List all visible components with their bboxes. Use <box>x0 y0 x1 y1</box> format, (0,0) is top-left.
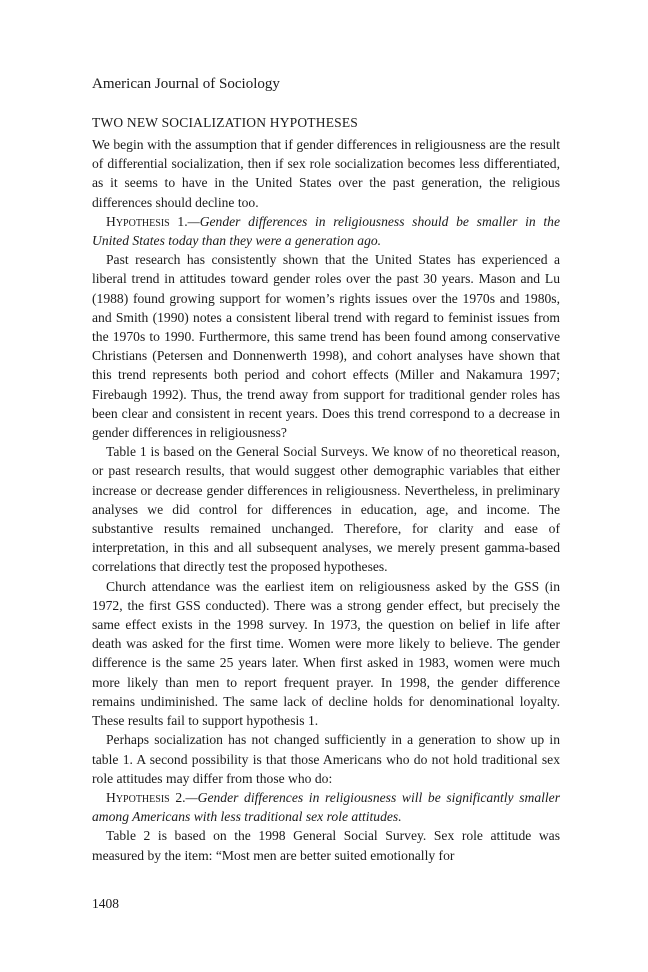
hypothesis-2-text: —Gender differences in religiousness will be significantly smaller among Americans with less traditional sex role attitudes. <box>92 789 560 825</box>
paragraph-5: Perhaps socialization has not changed sufficiently in a generation to show up in table 1. A second possibility is that those Americans who do not hold traditional sex role attitudes may differ from those who do: <box>92 732 560 786</box>
hypothesis-1-label: Hypothesis 1. <box>106 213 188 229</box>
paragraph-4: Church attendance was the earliest item on religiousness asked by the GSS (in 1972, the first GSS conducted). There was a strong gender effect, but precisely the same effect exists in the 1998 survey. In 1973, the question on belief in life after death was asked for the first time. Women were more likely to believe. The gender difference is the same 25 years later. When first asked in 1983, women were much more likely than men to report frequent prayer. In 1998, the gender difference remains undiminished. The same lack of decline holds for denominational loyalty. These results fail to support hypothesis 1. <box>92 578 560 729</box>
paragraph-1: We begin with the assumption that if gender differences in religiousness are the result of differential socialization, then if sex role socialization becomes less differentiated, as it seems to have in the United States over the past generation, the religious differences should decline too. <box>92 137 560 210</box>
paragraph-3: Table 1 is based on the General Social Surveys. We know of no theoretical reason, or past research results, that would suggest other demographic variables that either increase or decrease gender differences in religiousness. Nevertheless, in preliminary analyses we did control for differences in education, age, and income. The substantive results remained unchanged. Therefore, for clarity and ease of interpretation, in this and all subsequent analyses, we merely present gamma-based correlations that directly test the proposed hypotheses. <box>92 444 560 575</box>
running-head: American Journal of Sociology <box>92 76 280 92</box>
paragraph-2: Past research has consistently shown that the United States has experienced a liberal trend in attitudes toward gender roles over the past 30 years. Mason and Lu (1988) found growing support for women’s rights issues over the 1970s and 1980s, and Smith (1990) notes a consistent liberal trend with regard to feminist issues from the 1970s to 1990. Furthermore, this same trend has been found among conservative Christians (Petersen and Donnenwerth 1998), and cohort analyses have shown that this trend represents both period and cohort effects (Miller and Nakamura 1997; Firebaugh 1992). Thus, the trend away from support for traditional gender roles has been clear and consistent in recent years. Does this trend correspond to a decrease in gender differences in religiousness? <box>92 252 560 441</box>
page-body <box>92 70 560 865</box>
hypothesis-1-text: —Gender differences in religiousness should be smaller in the United States today than they were a generation ago. <box>92 213 560 249</box>
section-heading: TWO NEW SOCIALIZATION HYPOTHESES <box>92 115 359 130</box>
hypothesis-2-label: Hypothesis 2. <box>106 789 186 805</box>
paragraph-6: Table 2 is based on the 1998 General Social Survey. Sex role attitude was measured by the item: “Most men are better suited emotionally for <box>92 828 560 863</box>
hypothesis-2 <box>92 788 560 826</box>
page-number: 1408 <box>92 896 119 911</box>
hypothesis-1 <box>92 212 560 250</box>
